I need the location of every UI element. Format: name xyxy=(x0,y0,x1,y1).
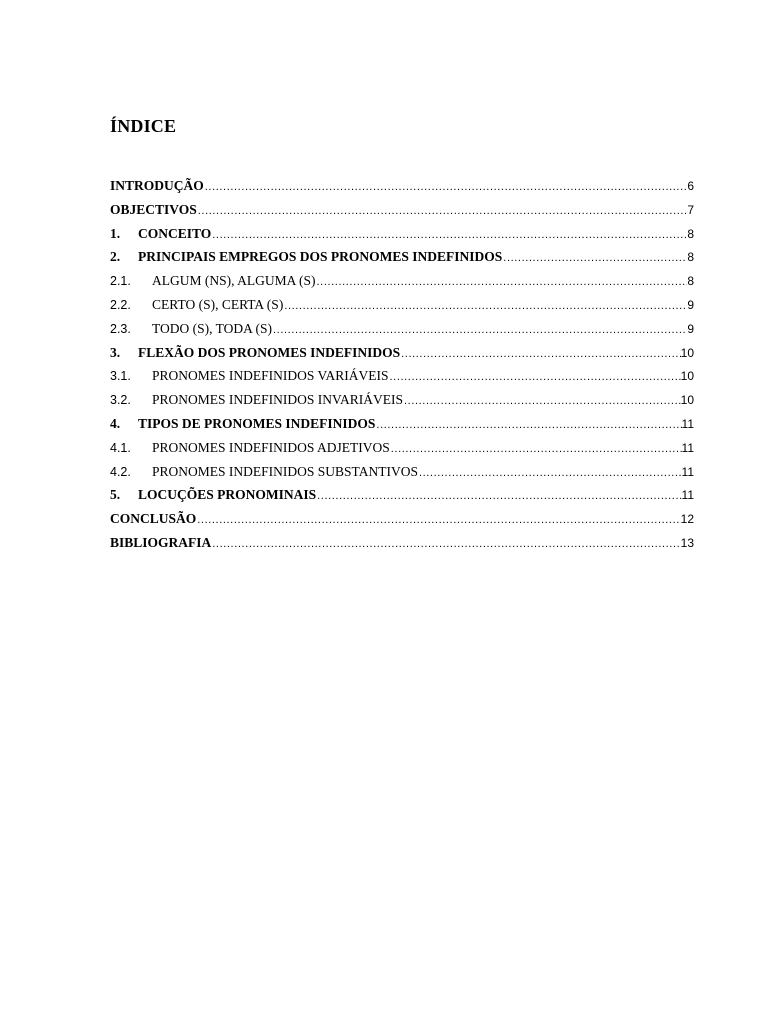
toc-entry[interactable] xyxy=(110,440,694,464)
toc-entry-page-number: 11 xyxy=(681,416,694,431)
dot-leader xyxy=(196,514,680,526)
dot-leader xyxy=(204,181,688,193)
dot-leader xyxy=(375,419,681,431)
toc-entry-page-number: 11 xyxy=(681,464,694,479)
toc-entry-label[interactable]: CERTO (S), CERTA (S) xyxy=(152,296,284,312)
toc-entry-page-number: 8 xyxy=(687,250,694,265)
toc-entry-number: 2.3. xyxy=(110,321,131,336)
toc-entry-page-number: 10 xyxy=(680,369,694,384)
toc-entry-page-number: 10 xyxy=(680,345,694,360)
dot-leader xyxy=(418,467,682,479)
toc-entry-number: 3.2. xyxy=(110,393,131,408)
toc-entry-number: 2. xyxy=(110,249,121,265)
toc-entry[interactable] xyxy=(110,368,694,392)
toc-entry-page-number: 8 xyxy=(687,274,694,289)
toc-entry-number: 5. xyxy=(110,487,121,503)
dot-leader xyxy=(211,229,687,241)
toc-entry-number: 4.1. xyxy=(110,440,131,455)
toc-entry[interactable] xyxy=(110,511,694,535)
dot-leader xyxy=(390,443,682,455)
toc-entry-number: 1. xyxy=(110,225,121,241)
toc-entry-number: 4.2. xyxy=(110,464,131,479)
dot-leader xyxy=(316,490,681,502)
toc-entry-number: 3.1. xyxy=(110,369,131,384)
toc-entry[interactable] xyxy=(110,464,694,488)
toc-entry-label[interactable]: TODO (S), TODA (S) xyxy=(152,320,273,336)
document-page xyxy=(110,0,694,1024)
dot-leader xyxy=(502,252,687,264)
toc-entry-number: 3. xyxy=(110,344,121,360)
toc-entry[interactable] xyxy=(110,202,694,226)
toc-entry-label[interactable]: TIPOS DE PRONOMES INDEFINIDOS xyxy=(138,415,376,431)
dot-leader xyxy=(272,324,687,336)
toc-entry[interactable] xyxy=(110,321,694,345)
toc-entry[interactable] xyxy=(110,416,694,440)
dot-leader xyxy=(389,371,681,383)
toc-entry-page-number: 9 xyxy=(687,297,694,312)
toc-entry-number: 4. xyxy=(110,415,121,431)
toc-entry-page-number: 6 xyxy=(687,179,694,193)
toc-entry[interactable] xyxy=(110,392,694,416)
toc-entry-label[interactable]: FLEXÃO DOS PRONOMES INDEFINIDOS xyxy=(138,344,401,360)
toc-entry-label[interactable]: PRONOMES INDEFINIDOS SUBSTANTIVOS xyxy=(152,463,418,479)
toc-entry[interactable] xyxy=(110,297,694,321)
toc-entry-label[interactable]: CONCEITO xyxy=(138,225,212,241)
toc-entry-page-number: 10 xyxy=(680,393,694,408)
toc-entry-label[interactable]: LOCUÇÕES PRONOMINAIS xyxy=(138,487,317,503)
toc-entry-label[interactable]: ALGUM (NS), ALGUMA (S) xyxy=(152,273,316,289)
toc-entry-page-number: 11 xyxy=(681,488,694,503)
toc-entry-label[interactable]: PRONOMES INDEFINIDOS VARIÁVEIS xyxy=(152,368,389,384)
toc-entry[interactable] xyxy=(110,178,694,202)
toc-entry-label[interactable]: CONCLUSÃO xyxy=(110,511,197,527)
toc-entry-label[interactable]: INTRODUÇÃO xyxy=(110,178,204,193)
toc-entry-page-number: 7 xyxy=(687,202,694,217)
dot-leader xyxy=(400,348,680,360)
toc-entry-number: 2.1. xyxy=(110,274,131,289)
dot-leader xyxy=(283,300,687,312)
toc-entry-label[interactable]: BIBLIOGRAFIA xyxy=(110,534,212,550)
dot-leader xyxy=(403,395,681,407)
toc-entry-label[interactable]: PRONOMES INDEFINIDOS ADJETIVOS xyxy=(152,439,390,455)
toc-entry-page-number: 13 xyxy=(680,535,694,550)
toc-title: ÍNDICE xyxy=(110,116,177,136)
toc-entry[interactable] xyxy=(110,226,694,250)
toc-entry-page-number: 11 xyxy=(681,440,694,455)
toc-entry-number: 2.2. xyxy=(110,297,131,312)
dot-leader xyxy=(197,205,688,217)
toc-entry[interactable] xyxy=(110,487,694,511)
toc-entry-page-number: 9 xyxy=(687,321,694,336)
toc-entry[interactable] xyxy=(110,535,694,559)
toc-entry-page-number: 12 xyxy=(680,512,694,527)
toc-entry[interactable] xyxy=(110,249,694,273)
toc-entry-label[interactable]: OBJECTIVOS xyxy=(110,201,197,217)
toc-entry-label[interactable]: PRINCIPAIS EMPREGOS DOS PRONOMES INDEFINIDOS xyxy=(138,249,503,265)
table-of-contents xyxy=(110,178,694,559)
toc-entry-label[interactable]: PRONOMES INDEFINIDOS INVARIÁVEIS xyxy=(152,392,404,408)
toc-entry-page-number: 8 xyxy=(687,226,694,241)
toc-entry[interactable] xyxy=(110,273,694,297)
dot-leader xyxy=(316,276,688,288)
toc-entry[interactable] xyxy=(110,345,694,369)
dot-leader xyxy=(211,538,680,550)
